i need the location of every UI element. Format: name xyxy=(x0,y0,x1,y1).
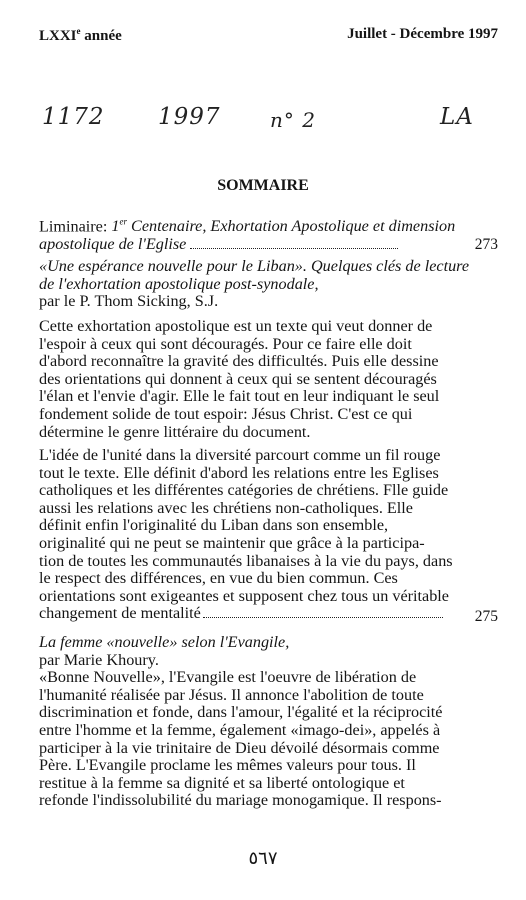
entry-page: 275 xyxy=(474,608,498,625)
text-line: Cette exhortation apostolique est un texte qui veut donner de xyxy=(39,317,433,335)
entry-title-cont: apostolique de l'Eglise xyxy=(39,234,187,253)
text-line: l'humanité réalisée par Jésus. Il annonce l'abolition de toute xyxy=(39,685,424,704)
text-line: catholiques et les différentes catégories de chrétiens. Flle guide xyxy=(39,481,449,500)
text-line: entre l'homme et la femme, également «imago-dei», appelés à xyxy=(39,720,441,739)
page-title: SOMMAIRE xyxy=(217,177,309,194)
entry-label: Liminaire: xyxy=(39,217,108,236)
text-line: Père. L'Evangile proclame les mêmes valeurs pour tous. Il xyxy=(39,756,416,775)
entry-author: par le P. Thom Sicking, S.J. xyxy=(39,292,219,311)
text-line: fondement solide de tout espoir: Jésus Christ. C'est ce qui xyxy=(39,404,413,423)
text-line: tout le texte. Elle définit d'abord les relations entre les Eglises xyxy=(39,463,439,482)
handwritten-number: n° 2 xyxy=(270,108,316,132)
entry-summary xyxy=(39,318,459,441)
text-line: le respect des différences, en vue du bien commun. Ces xyxy=(39,569,398,588)
entry-liminaire xyxy=(39,214,456,254)
text-line: refonde l'indissolubilité du mariage monogamique. Il respons- xyxy=(39,791,442,810)
date-label: Juillet - Décembre 1997 xyxy=(347,26,498,42)
text-line: orientations sont exigeantes et supposent chez tous un véritable xyxy=(39,586,449,605)
page-number-footer: ٥٦٧ xyxy=(248,848,278,869)
text-line: participer à la vie trinitaire de Dieu dévoilé désormais comme xyxy=(39,738,440,757)
text-line: l'élan et l'envie d'agir. Elle le fait tout en leur indiquant le seul xyxy=(39,387,440,406)
entry-summary-2 xyxy=(39,447,459,623)
text-line: d'abord reconnaître la gravité des difficultés. Puis elle dessine xyxy=(39,352,439,371)
text-line: L'idée de l'unité dans la diversité parcourt comme un fil rouge xyxy=(39,446,441,464)
entry-page: 273 xyxy=(474,236,498,253)
text-line: aussi les relations avec les chrétiens non-catholiques. Elle xyxy=(39,498,413,517)
text-line: restitue à la femme sa dignité et sa liberté ontologique et xyxy=(39,773,405,792)
entry-title: «Une espérance nouvelle pour le Liban». Quelques clés de lecture xyxy=(39,257,470,275)
entry-title: La femme «nouvelle» selon l'Evangile, xyxy=(39,633,290,651)
text-line: tion de toutes les communautés libanaises à la vie du pays, dans xyxy=(39,551,453,570)
entry-esperance xyxy=(39,257,470,311)
entry-femme xyxy=(39,634,459,810)
handwritten-initials: LA xyxy=(440,104,474,130)
text-line: discrimination et fonde, dans l'amour, l'égalité et la réciprocité xyxy=(39,703,443,722)
text-line: l'espoir à ceux qui sont découragés. Pour ce faire elle doit xyxy=(39,334,412,353)
leader-dots xyxy=(190,236,398,249)
entry-title: 1er Centenaire, Exhortation Apostolique et dimension xyxy=(111,217,456,236)
text-line: changement de mentalité xyxy=(39,604,201,623)
text-line: des orientations qui donnent à ceux qui se sentent découragés xyxy=(39,369,437,388)
text-line: détermine le genre littéraire du document. xyxy=(39,422,311,441)
text-line: «Bonne Nouvelle», l'Evangile est l'oeuvre de libération de xyxy=(39,668,417,687)
volume-label: LXXIe année xyxy=(39,26,122,44)
text-line: définit enfin l'originalité du Liban dans son ensemble, xyxy=(39,516,389,535)
text-line: originalité qui ne peut se maintenir que grâce à la participa- xyxy=(39,533,425,552)
entry-title-cont: de l'exhortation apostolique post-synodale, xyxy=(39,274,319,293)
entry-author: par Marie Khoury. xyxy=(39,650,159,669)
handwritten-ref: 1172 xyxy=(42,104,105,130)
handwritten-year: 1997 xyxy=(158,104,221,130)
leader-dots xyxy=(203,605,443,618)
